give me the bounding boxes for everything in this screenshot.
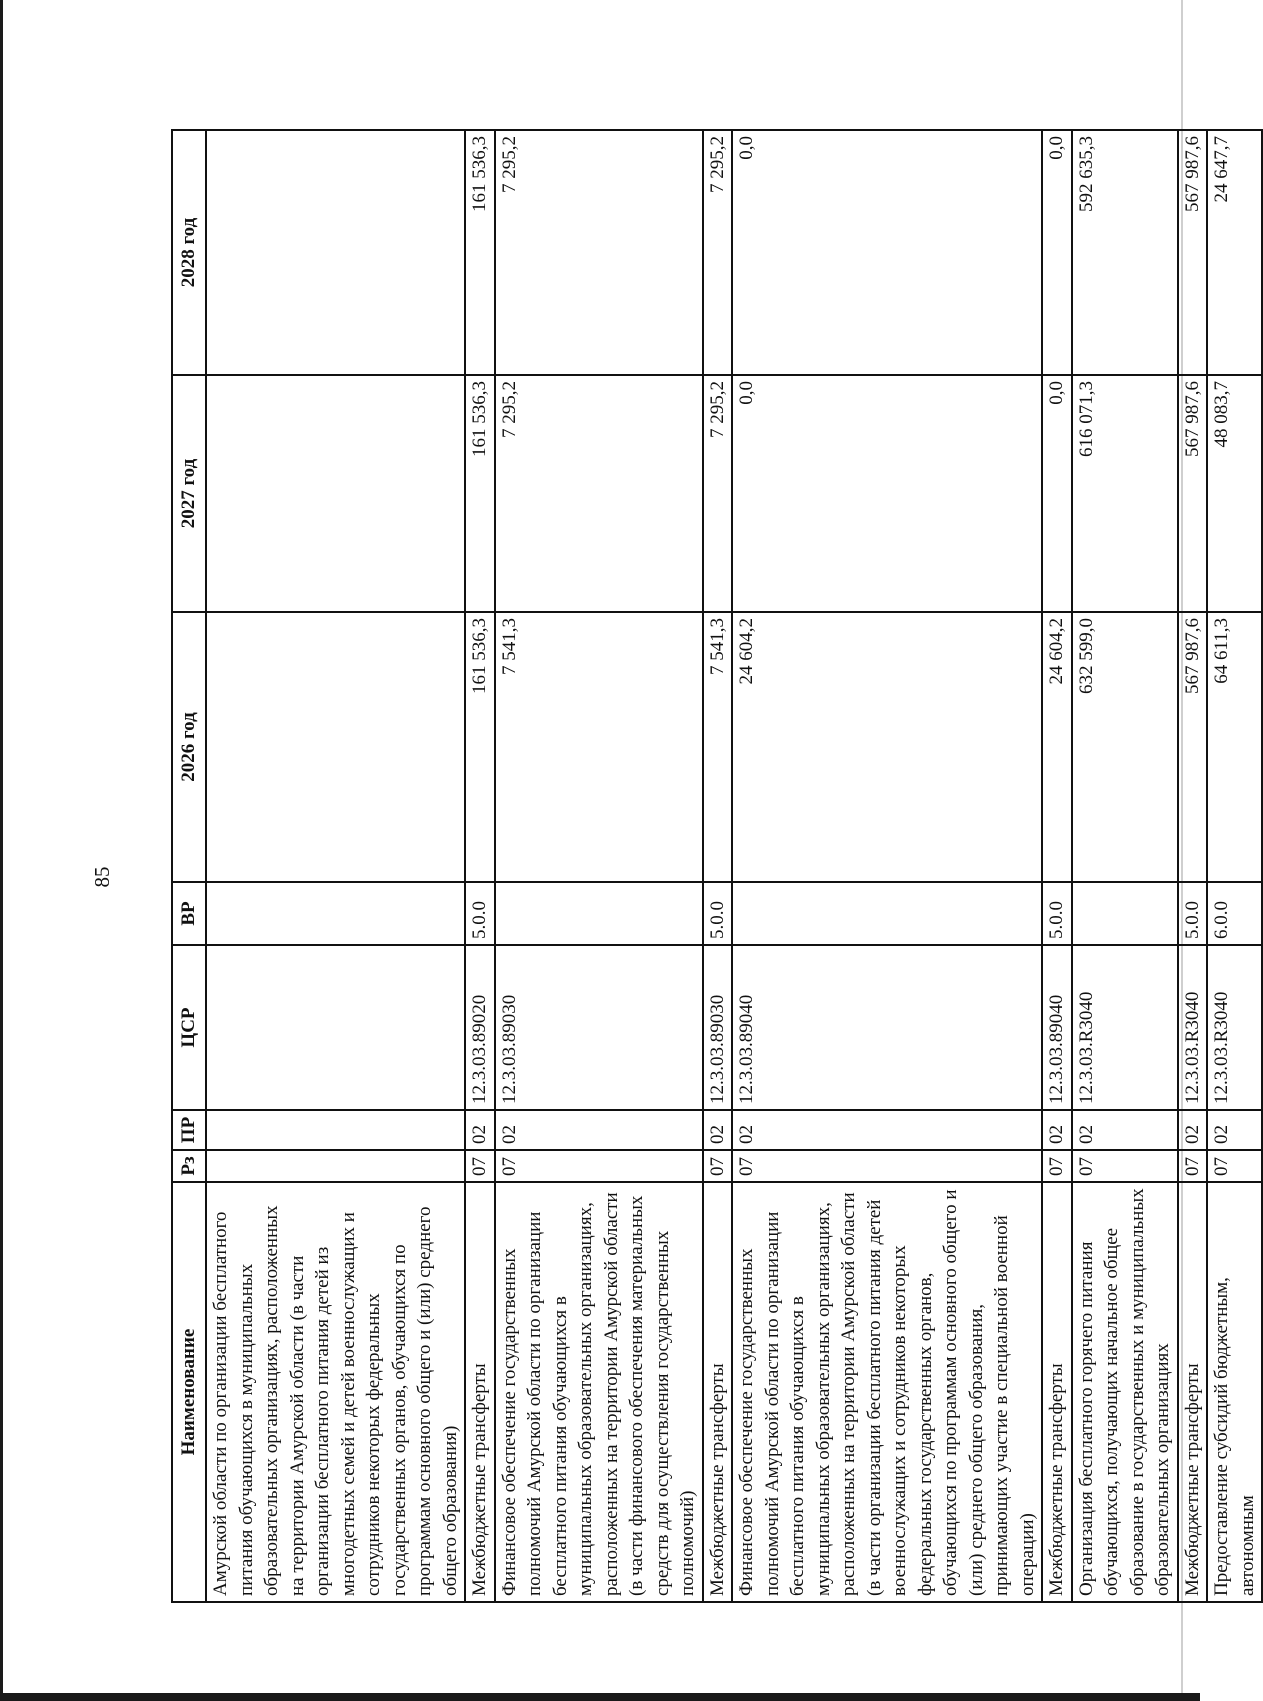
cell-rz: 07 (465, 1150, 495, 1182)
cell-pr (206, 1110, 465, 1150)
cell-name: Амурской области по организации бесплатного питания обучающихся в муниципальных образовательных организациях, расположенных на территории Амурской области (в части организации бесплатного питания детей из многодетных семей и детей военнослужащих и сотрудников некоторых федеральных государственных органов, обучающихся по программам основного общего и (или) среднего общего образования) (206, 1182, 465, 1602)
header-2028: 2028 год (172, 130, 206, 375)
cell-vr: 5.0.0 (465, 882, 495, 945)
cell-2027: 161 536,3 (465, 375, 495, 612)
header-vr: ВР (172, 882, 206, 945)
cell-pr: 02 (1042, 1110, 1072, 1150)
cell-name: Организация бесплатного горячего питания обучающихся, получающих начальное общее образование в государственных и муниципальных образовательных организациях (1072, 1182, 1178, 1602)
cell-rz: 07 (1042, 1150, 1072, 1182)
cell-rz: 07 (1207, 1150, 1262, 1182)
cell-name: Предоставление субсидий бюджетным, автономным (1207, 1182, 1262, 1602)
table-row (1042, 130, 1072, 1602)
cell-2028: 567 987,6 (1178, 130, 1208, 375)
cell-2026: 7 541,3 (703, 612, 733, 882)
table-row (465, 130, 495, 1602)
cell-2026: 7 541,3 (495, 612, 703, 882)
cell-vr (495, 882, 703, 945)
cell-2026: 24 604,2 (732, 612, 1042, 882)
cell-2027: 567 987,6 (1178, 375, 1208, 612)
cell-rz: 07 (732, 1150, 1042, 1182)
cell-2026: 567 987,6 (1178, 612, 1208, 882)
cell-csr: 12.3.03.89030 (703, 945, 733, 1110)
cell-name: Финансовое обеспечение государственных полномочий Амурской области по организации бесплатного питания обучающихся в муниципальных образовательных организациях, расположенных на территории Амурской области (в части организации бесплатного питания детей военнослужащих и сотрудников некоторых федеральных государственных органов, обучающихся по программам основного общего и (или) среднего общего образования, принимающих участие в специальной военной операции) (732, 1182, 1042, 1602)
cell-pr: 02 (1178, 1110, 1208, 1150)
cell-csr: 12.3.03.89030 (495, 945, 703, 1110)
cell-rz: 07 (495, 1150, 703, 1182)
rotated-table-wrapper (171, 131, 1258, 1603)
table-row (206, 130, 465, 1602)
table-row (732, 130, 1042, 1602)
cell-csr: 12.3.03.R3040 (1207, 945, 1262, 1110)
cell-csr: 12.3.03.R3040 (1178, 945, 1208, 1110)
cell-name: Межбюджетные трансферты (1178, 1182, 1208, 1602)
scan-edge-left (0, 0, 3, 1701)
cell-2028 (206, 130, 465, 375)
header-rz: Рз (172, 1150, 206, 1182)
cell-vr: 5.0.0 (1178, 882, 1208, 945)
table-row (703, 130, 733, 1602)
cell-2028: 592 635,3 (1072, 130, 1178, 375)
cell-csr: 12.3.03.89040 (732, 945, 1042, 1110)
cell-2028: 7 295,2 (495, 130, 703, 375)
header-csr: ЦСР (172, 945, 206, 1110)
header-pr: ПР (172, 1110, 206, 1150)
cell-pr: 02 (703, 1110, 733, 1150)
cell-2026: 161 536,3 (465, 612, 495, 882)
cell-csr (206, 945, 465, 1110)
cell-name: Межбюджетные трансферты (703, 1182, 733, 1602)
cell-pr: 02 (1072, 1110, 1178, 1150)
cell-2026 (206, 612, 465, 882)
header-name: Наименование (172, 1182, 206, 1602)
cell-2027: 616 071,3 (1072, 375, 1178, 612)
cell-2026: 64 611,3 (1207, 612, 1262, 882)
cell-rz: 07 (1178, 1150, 1208, 1182)
cell-2028: 0,0 (732, 130, 1042, 375)
table-row (1072, 130, 1178, 1602)
table-row (495, 130, 703, 1602)
cell-2026: 632 599,0 (1072, 612, 1178, 882)
cell-csr: 12.3.03.89040 (1042, 945, 1072, 1110)
cell-2027 (206, 375, 465, 612)
cell-2027: 7 295,2 (495, 375, 703, 612)
cell-vr (732, 882, 1042, 945)
cell-pr: 02 (465, 1110, 495, 1150)
table-header-row (172, 130, 206, 1602)
cell-vr (1072, 882, 1178, 945)
cell-pr: 02 (1207, 1110, 1262, 1150)
table-row (1178, 130, 1208, 1602)
cell-2027: 0,0 (1042, 375, 1072, 612)
cell-vr: 5.0.0 (1042, 882, 1072, 945)
cell-2028: 24 647,7 (1207, 130, 1262, 375)
cell-2026: 24 604,2 (1042, 612, 1072, 882)
cell-name: Финансовое обеспечение государственных полномочий Амурской области по организации бесплатного питания обучающихся в муниципальных образовательных организациях, расположенных на территории Амурской области (в части финансового обеспечения материальных средств для осуществления государственных полномочий) (495, 1182, 703, 1602)
cell-csr: 12.3.03.R3040 (1072, 945, 1178, 1110)
cell-pr: 02 (495, 1110, 703, 1150)
cell-2028: 0,0 (1042, 130, 1072, 375)
cell-rz (206, 1150, 465, 1182)
page-number: 85 (89, 866, 114, 888)
table-row (1207, 130, 1262, 1602)
rotated-table-content (171, 131, 1258, 1603)
budget-table (171, 129, 1263, 1603)
cell-vr: 6.0.0 (1207, 882, 1262, 945)
cell-2027: 0,0 (732, 375, 1042, 612)
cell-pr: 02 (732, 1110, 1042, 1150)
cell-csr: 12.3.03.89020 (465, 945, 495, 1110)
cell-2028: 161 536,3 (465, 130, 495, 375)
cell-rz: 07 (703, 1150, 733, 1182)
cell-2028: 7 295,2 (703, 130, 733, 375)
cell-name: Межбюджетные трансферты (465, 1182, 495, 1602)
header-2027: 2027 год (172, 375, 206, 612)
cell-2027: 7 295,2 (703, 375, 733, 612)
cell-name: Межбюджетные трансферты (1042, 1182, 1072, 1602)
cell-rz: 07 (1072, 1150, 1178, 1182)
cell-2027: 48 083,7 (1207, 375, 1262, 612)
header-2026: 2026 год (172, 612, 206, 882)
scan-edge-bottom (0, 1693, 1200, 1701)
cell-vr (206, 882, 465, 945)
cell-vr: 5.0.0 (703, 882, 733, 945)
